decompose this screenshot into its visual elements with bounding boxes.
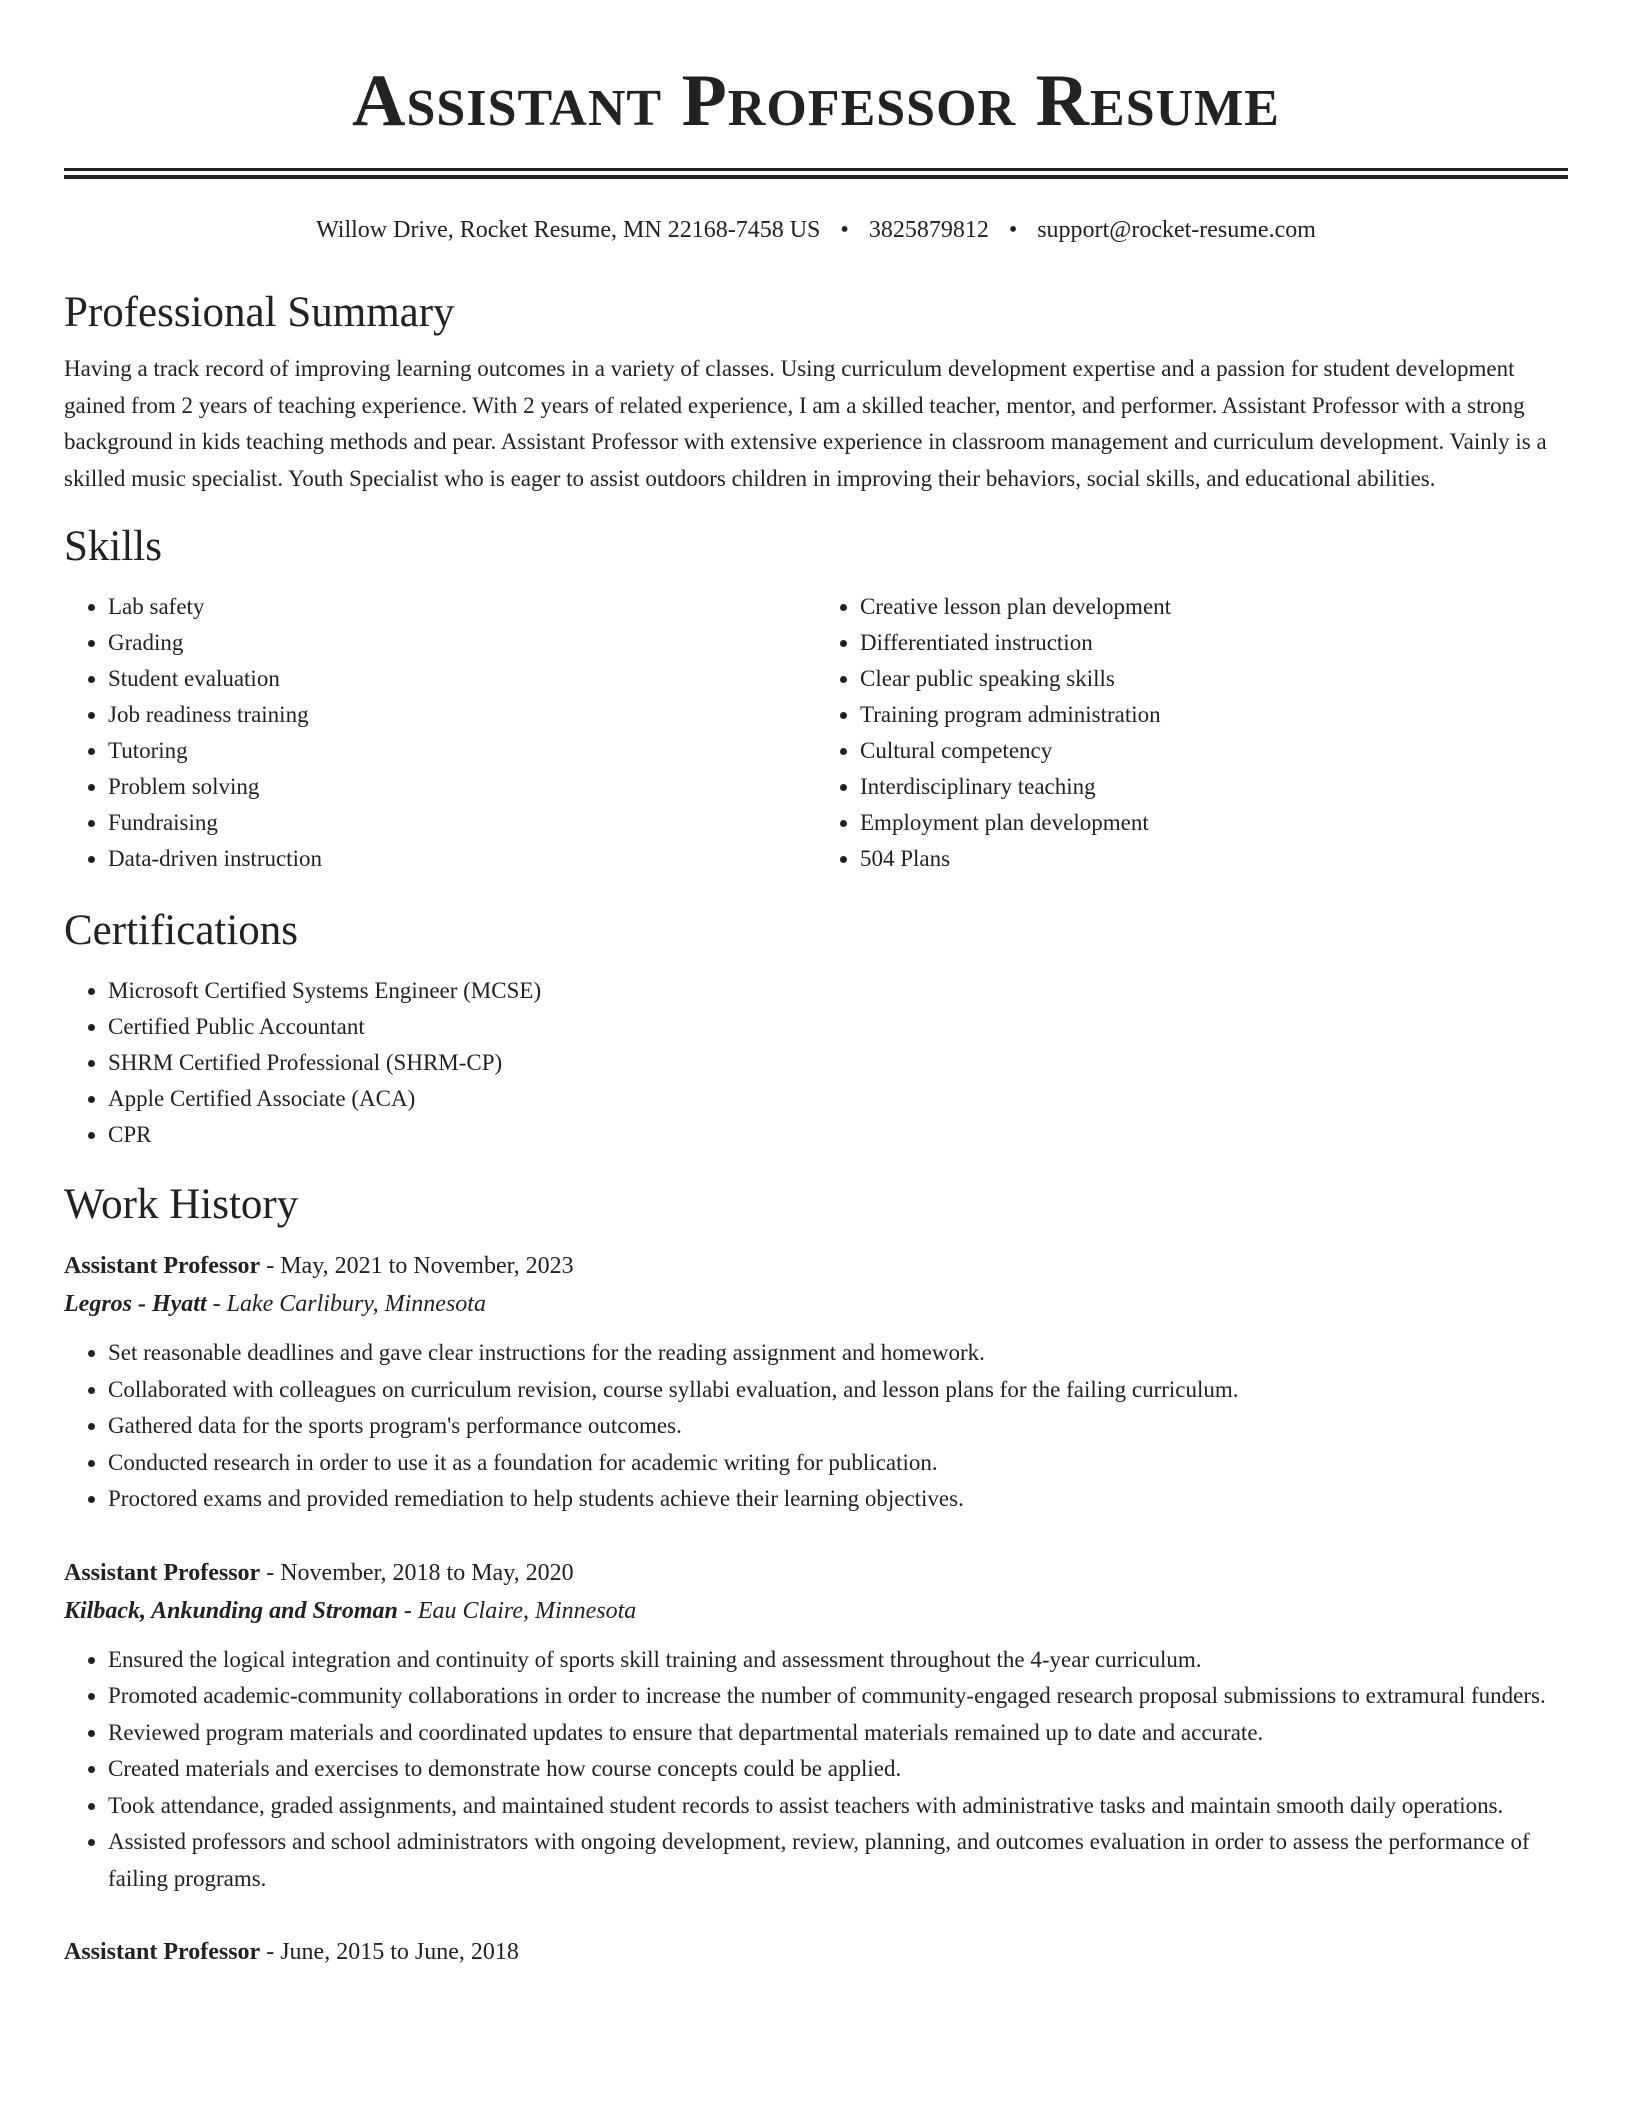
resume-title: Assistant Professor Resume: [352, 60, 1280, 142]
job-role: Assistant Professor: [64, 1559, 261, 1586]
work-history-heading: Work History: [64, 1181, 299, 1228]
job-bullet: • Set reasonable deadlines and gave clear instructions for the reading assignment and homework.: [108, 1335, 1568, 1372]
skills-heading: Skills: [64, 523, 162, 570]
contact-separator: •: [840, 217, 849, 243]
job-dates: - May, 2021 to November, 2023: [260, 1253, 574, 1279]
skill-item: • Data-driven instruction: [108, 841, 816, 877]
skill-item: • Clear public speaking skills: [860, 661, 1568, 697]
certification-item: • SHRM Certified Professional (SHRM-CP): [108, 1045, 1568, 1081]
job-title-line: [64, 1933, 1568, 1971]
job-bullets: [64, 1642, 1568, 1898]
job-entry: [64, 1554, 1568, 1898]
job-role: Assistant Professor: [64, 1253, 261, 1279]
skill-item: • Problem solving: [108, 769, 816, 805]
job-company-line: [64, 1285, 1568, 1323]
job-location: - Lake Carlibury, Minnesota: [206, 1291, 486, 1317]
skill-item: • Cultural competency: [860, 733, 1568, 769]
skill-item: • Interdisciplinary teaching: [860, 769, 1568, 805]
job-bullet: • Created materials and exercises to demonstrate how course concepts could be applied.: [108, 1751, 1568, 1788]
certification-item: • Microsoft Certified Systems Engineer (MCSE): [108, 973, 1568, 1009]
job-bullet: • Gathered data for the sports program's performance outcomes.: [108, 1408, 1568, 1445]
job-bullet: • Proctored exams and provided remediation to help students achieve their learning objectives.: [108, 1481, 1568, 1518]
title-divider: [64, 168, 1568, 179]
skill-item: • Training program administration: [860, 697, 1568, 733]
job-company-line: [64, 1592, 1568, 1630]
job-location: - Eau Claire, Minnesota: [397, 1597, 637, 1624]
skills-section: [64, 521, 1568, 877]
skill-item: • Differentiated instruction: [860, 625, 1568, 661]
skill-item: • Tutoring: [108, 733, 816, 769]
job-title-line: [64, 1247, 1568, 1285]
skill-item: • Grading: [108, 625, 816, 661]
job-bullet: • Reviewed program materials and coordinated updates to ensure that departmental materials remained up to date and accurate.: [108, 1715, 1568, 1752]
skills-columns: [64, 589, 1568, 877]
skill-item: • Student evaluation: [108, 661, 816, 697]
job-bullet: • Conducted research in order to use it as a foundation for academic writing for publication.: [108, 1445, 1568, 1482]
contact-phone: 3825879812: [868, 217, 989, 243]
job-company: Legros - Hyatt: [64, 1291, 207, 1317]
contact-email[interactable]: support@rocket-resume.com: [1037, 217, 1316, 243]
job-dates: - November, 2018 to May, 2020: [260, 1559, 574, 1586]
certification-item: • Certified Public Accountant: [108, 1009, 1568, 1045]
job-entry: [64, 1933, 1568, 1971]
contact-separator: •: [1008, 217, 1018, 243]
certification-item: • CPR: [108, 1117, 1568, 1153]
certifications-heading: Certifications: [64, 907, 299, 954]
job-bullet: • Collaborated with colleagues on curriculum revision, course syllabi evaluation, and lesson plans for the failing curriculum.: [108, 1372, 1568, 1409]
job-bullet: • Took attendance, graded assignments, and maintained student records to assist teachers with administrative tasks and maintain smooth daily operations.: [108, 1788, 1568, 1825]
job-bullet: • Ensured the logical integration and continuity of sports skill training and assessment throughout the 4-year curriculum.: [108, 1642, 1568, 1679]
summary-heading: Professional Summary: [64, 289, 455, 336]
contact-address: Willow Drive, Rocket Resume, MN 22168-7458 US: [316, 217, 821, 243]
job-list: [64, 1247, 1568, 1971]
skill-item: • Creative lesson plan development: [860, 589, 1568, 625]
certifications-section: [64, 905, 1568, 1153]
certifications-list: [64, 973, 1568, 1153]
skills-list-right: [816, 589, 1568, 877]
job-bullets: [64, 1335, 1568, 1518]
job-dates: - June, 2015 to June, 2018: [260, 1939, 519, 1965]
job-role: Assistant Professor: [64, 1939, 261, 1965]
job-entry: [64, 1247, 1568, 1518]
job-bullet: • Promoted academic-community collaborations in order to increase the number of community-engaged research proposal submissions to extramural funders.: [108, 1678, 1568, 1715]
skill-item: • Lab safety: [108, 589, 816, 625]
contact-line: [64, 215, 1568, 245]
skill-item: • Job readiness training: [108, 697, 816, 733]
job-title-line: [64, 1554, 1568, 1592]
job-company: Kilback, Ankunding and Stroman: [64, 1597, 398, 1624]
skill-item: • 504 Plans: [860, 841, 1568, 877]
work-history-section: [64, 1179, 1568, 1971]
skills-list-left: [64, 589, 816, 877]
certification-item: • Apple Certified Associate (ACA): [108, 1081, 1568, 1117]
skill-item: • Employment plan development: [860, 805, 1568, 841]
summary-section: [64, 287, 1568, 497]
skill-item: • Fundraising: [108, 805, 816, 841]
summary-text: Having a track record of improving learning outcomes in a variety of classes. Using curriculum development expertise and a passion for student development gained from 2 years of teaching experience. With 2 years of related experience, I am a skilled teacher, mentor, and performer. Assistant Professor with a strong background in kids teaching methods and pear. Assistant Professor with extensive experience in classroom management and curriculum development. Vainly is a skilled music specialist. Youth Specialist who is eager to assist outdoors children in improving their behaviors, social skills, and educational abilities.: [64, 356, 1547, 491]
job-bullet: • Assisted professors and school administrators with ongoing development, review, planning, and outcomes evaluation in order to assess the performance of failing programs.: [108, 1824, 1568, 1897]
